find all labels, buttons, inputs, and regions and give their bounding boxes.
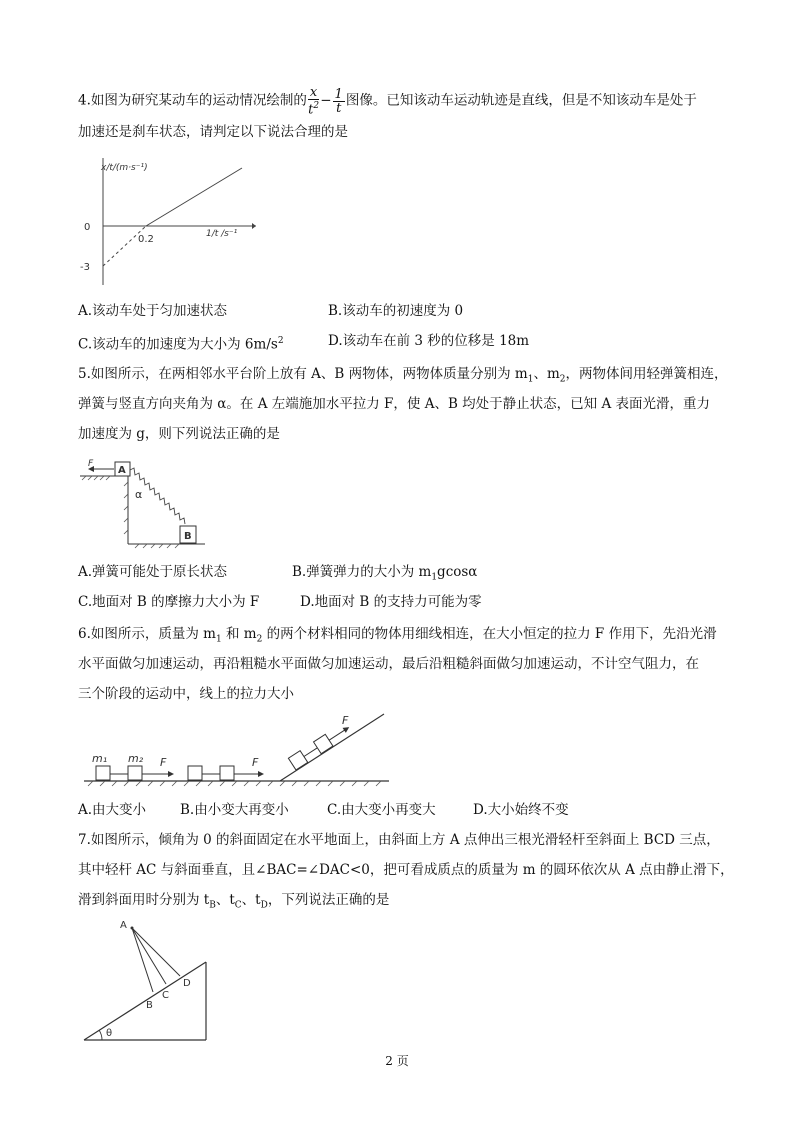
q5-option-c[interactable]: C.地面对 B 的摩擦力大小为 F — [78, 594, 260, 610]
q7-stem-line3: 滑到斜面用时分别为 $t_B$、$t_C$、$t_D$，下列说法正确的是 — [78, 892, 390, 911]
svg-text:B: B — [184, 531, 192, 542]
svg-text:D: D — [183, 978, 191, 989]
incline — [280, 714, 384, 781]
rod-ab — [132, 928, 153, 992]
q5-option-d[interactable]: D.地面对 B 的支持力可能为零 — [300, 594, 482, 610]
svg-text:m₂: m₂ — [128, 752, 144, 765]
svg-text:A: A — [118, 465, 126, 476]
svg-text:m₁: m₁ — [92, 752, 108, 765]
one-over-t-fraction: $\frac{1}{t}$ — [334, 86, 343, 116]
x-over-t2-fraction: $\frac{x}{t^2}$ — [308, 85, 320, 118]
q5-stem-line3: 加速度为 g，则下列说法正确的是 — [78, 426, 280, 442]
incline-surface — [84, 962, 206, 1040]
q7-figure — [80, 918, 220, 1043]
graph-y-label: x/t/(m·s⁻¹) — [101, 163, 148, 173]
q4-option-a[interactable]: A.该动车处于匀加速状态 — [78, 303, 228, 319]
q5-option-b[interactable]: B.弹簧弹力的大小为 $m_1gcos\alpha$ — [292, 564, 478, 583]
block-m2 — [128, 766, 142, 780]
q7-stem-line2: 其中轻杆 AC 与斜面垂直，且∠BAC=∠DAC<0，把可看成质点的质量为 m 的圆环依次从 A 点由静止滑下， — [78, 862, 734, 878]
q4-option-d[interactable]: D.该动车在前 3 秒的位移是 18m — [328, 333, 530, 349]
graph-origin: 0 — [84, 222, 91, 233]
q5-stem-line2: 弹簧与竖直方向夹角为 α。在 A 左端施加水平拉力 F，使 A、B 均处于静止状态，已知 A 表面光滑，重力 — [78, 396, 710, 412]
graph-dashed-line — [103, 226, 146, 266]
q4-option-c[interactable]: C.该动车的加速度为大小为 $6m/s^2$ — [78, 336, 284, 353]
q6-option-c[interactable]: C.由大变小再变大 — [327, 802, 436, 818]
svg-text:F: F — [160, 756, 167, 769]
svg-text:α: α — [135, 488, 143, 501]
svg-text:F: F — [88, 459, 94, 469]
graph-solid-line — [146, 168, 242, 226]
rod-ac — [132, 928, 166, 984]
svg-text:θ: θ — [106, 1028, 113, 1039]
q6-figure — [84, 712, 394, 787]
q6-stem-line2: 水平面做匀加速运动，再沿粗糙水平面做匀加速运动，最后沿粗糙斜面做匀加速运动，不计空气阻力，在 — [78, 656, 699, 672]
block-m1 — [96, 766, 110, 780]
q5-option-a[interactable]: A.弹簧可能处于原长状态 — [78, 564, 228, 580]
page-number: 2 页 — [385, 1054, 409, 1068]
q5-stem-line1: 5.如图所示，在两相邻水平台阶上放有 A、B 两物体，两物体质量分别为 $m_1$、$m_2$，两物体间用轻弹簧相连， — [78, 366, 728, 385]
svg-text:F: F — [252, 756, 259, 769]
q4-option-b[interactable]: B.该动车的初速度为 0 — [328, 303, 464, 319]
q5-figure — [80, 456, 210, 548]
q6-stem-line3: 三个阶段的运动中，线上的拉力大小 — [78, 686, 294, 702]
svg-text:C: C — [162, 990, 169, 1001]
svg-text:A: A — [120, 920, 127, 931]
graph-x-tick: 0.2 — [138, 234, 154, 245]
q6-option-d[interactable]: D.大小始终不变 — [473, 802, 569, 818]
graph-y-tick: -3 — [80, 262, 90, 273]
rod-ad — [132, 928, 180, 976]
svg-text:F: F — [342, 714, 349, 727]
graph-x-label: 1/t /s⁻¹ — [206, 229, 238, 239]
q4-graph — [76, 150, 256, 290]
q6-stem-line1: 6.如图所示，质量为 $m_1$ 和 $m_2$ 的两个材料相同的物体用细线相连，在大小恒定的拉力 F 作用下，先沿光滑 — [78, 626, 717, 645]
q6-option-b[interactable]: B.由小变大再变小 — [180, 802, 289, 818]
svg-text:B: B — [146, 1000, 153, 1011]
q4-stem-line2: 加速还是刹车状态，请判定以下说法合理的是 — [78, 124, 348, 140]
q4-stem-line1: 4.如图为研究某动车的运动情况绘制的 $\frac{x}{t^2}$ − $\frac{1}{t}$ 图像。已知该动车运动轨迹是直线，但是不知该动车是处于 — [78, 85, 697, 118]
q6-option-a[interactable]: A.由大变小 — [78, 802, 147, 818]
q7-stem-line1: 7.如图所示，倾角为 0 的斜面固定在水平地面上，由斜面上方 A 点伸出三根光滑轻杆至斜面上 BCD 三点， — [78, 832, 720, 848]
